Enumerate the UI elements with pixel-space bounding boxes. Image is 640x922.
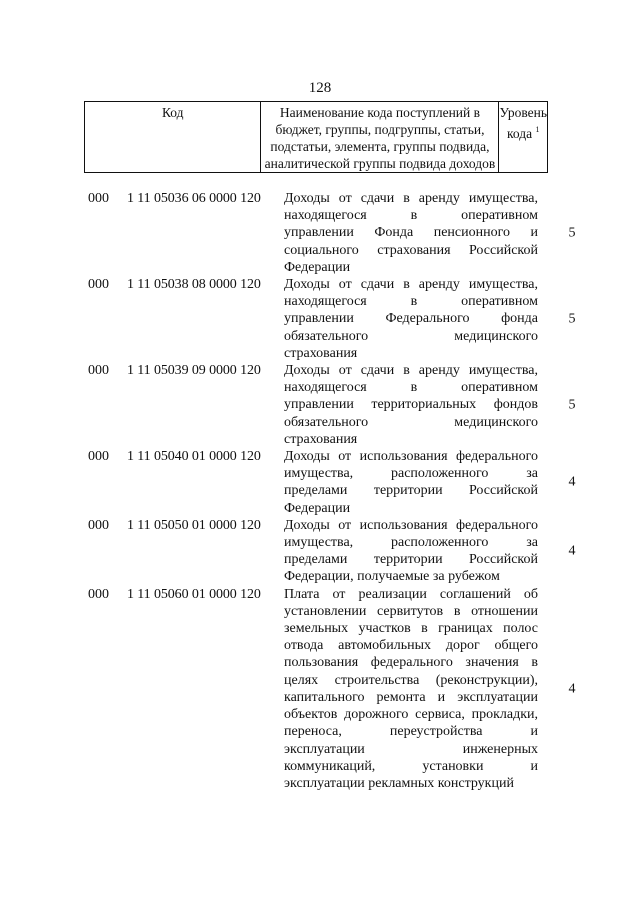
row-income-code: 1 11 05039 09 0000 120	[127, 363, 261, 379]
row-income-name-line: Плата от реализации соглашений об	[284, 586, 538, 602]
header-code: Код	[85, 102, 261, 172]
row-income-code: 1 11 05050 01 0000 120	[127, 517, 261, 533]
row-income-name-line: страхования	[284, 431, 358, 447]
row-income-name-line: целях строительства (реконструкции),	[284, 672, 538, 688]
row-income-name	[284, 362, 538, 448]
row-income-name-line: Федерации	[284, 500, 351, 516]
row-income-code: 1 11 05038 08 0000 120	[127, 277, 261, 293]
table-row	[0, 586, 640, 792]
row-income-name-line: Доходы от использования федерального	[284, 517, 538, 533]
table-row	[0, 362, 640, 448]
row-income-name-line: управлении Фонда пенсионного и	[284, 225, 538, 241]
row-code-level: 5	[568, 225, 576, 241]
header-name-line: Наименование кода поступлений в	[279, 105, 481, 120]
row-admin-code: 000	[88, 449, 109, 465]
header-name-line: аналитической группы подвида доходов	[264, 156, 496, 171]
row-code-level: 5	[568, 397, 576, 413]
row-code-level: 4	[568, 543, 576, 559]
row-income-code: 1 11 05036 06 0000 120	[127, 191, 261, 206]
table-row	[0, 517, 640, 586]
row-income-name-line: обязательного медицинского	[284, 414, 538, 430]
row-income-name-line: Доходы от сдачи в аренду имущества,	[284, 277, 538, 293]
row-income-name-line: пределами территории Российской	[284, 552, 538, 568]
row-income-name-line: пользования федерального значения в	[284, 655, 538, 671]
row-income-name-line: находящегося в оперативном	[284, 208, 538, 224]
row-income-name-line: Доходы от использования федерального	[284, 449, 538, 465]
header-level	[499, 102, 547, 172]
row-income-name-line: Доходы от сдачи в аренду имущества,	[284, 191, 538, 206]
header-name	[261, 102, 499, 172]
row-income-name-line: переноса, переустройства и	[284, 724, 538, 740]
row-income-name-line: пределами территории Российской	[284, 483, 538, 499]
row-income-name-line: страхования	[284, 345, 358, 361]
row-income-name-line: эксплуатации инженерных	[284, 741, 538, 757]
row-income-name-line: находящегося в оперативном	[284, 294, 538, 310]
row-income-name	[284, 276, 538, 362]
row-income-name-line: коммуникаций, установки и	[284, 758, 538, 774]
row-income-name-line: имущества, расположенного за	[284, 535, 538, 551]
row-income-name-line: управлении Федерального фонда	[284, 311, 538, 327]
row-admin-code: 000	[88, 586, 109, 602]
row-income-code: 1 11 05060 01 0000 120	[127, 586, 261, 602]
row-income-name-line: социального страхования Российской	[284, 242, 538, 258]
table-header	[84, 101, 548, 173]
row-income-name-line: имущества, расположенного за	[284, 466, 538, 482]
footnote-marker: 1	[535, 125, 540, 134]
row-income-name-line: установлении сервитутов в отношении	[284, 603, 538, 619]
row-income-name	[284, 190, 538, 276]
table-row	[0, 276, 640, 362]
header-level-line	[499, 121, 547, 142]
header-name-line: бюджет, группы, подгруппы, статьи,	[275, 122, 485, 137]
row-income-name-line: управлении территориальных фондов	[284, 397, 538, 413]
row-income-name-line: Федерации	[284, 259, 351, 275]
table-row	[0, 448, 640, 517]
row-income-name	[284, 448, 538, 517]
table-body	[0, 190, 640, 792]
row-income-name-line: объектов дорожного сервиса, прокладки,	[284, 707, 538, 723]
row-admin-code: 000	[88, 517, 109, 533]
row-income-name-line: отвода автомобильных дорог общего	[284, 638, 538, 654]
row-admin-code: 000	[88, 363, 109, 379]
row-income-name	[284, 517, 538, 586]
row-income-name-line: эксплуатации рекламных конструкций	[284, 775, 514, 791]
table-row	[0, 190, 640, 276]
row-code-level: 4	[568, 474, 576, 490]
row-admin-code: 000	[88, 277, 109, 293]
row-income-name-line: земельных участков в границах полос	[284, 621, 538, 637]
row-admin-code: 000	[88, 191, 109, 206]
row-income-name	[284, 586, 538, 792]
row-code-level: 5	[568, 311, 576, 327]
row-code-level: 4	[568, 681, 576, 697]
row-income-name-line: капитального ремонта и эксплуатации	[284, 689, 538, 705]
header-level-text: кода	[506, 126, 533, 141]
row-income-name-line: Доходы от сдачи в аренду имущества,	[284, 363, 538, 379]
row-income-name-line: находящегося в оперативном	[284, 380, 538, 396]
row-income-code: 1 11 05040 01 0000 120	[127, 449, 261, 465]
page-number: 128	[308, 80, 332, 96]
row-income-name-line: обязательного медицинского	[284, 328, 538, 344]
header-name-line: подстатьи, элемента, группы подвида,	[270, 139, 490, 154]
header-level-line: Уровень	[499, 105, 547, 120]
row-income-name-line: Федерации, получаемые за рубежом	[284, 569, 500, 585]
